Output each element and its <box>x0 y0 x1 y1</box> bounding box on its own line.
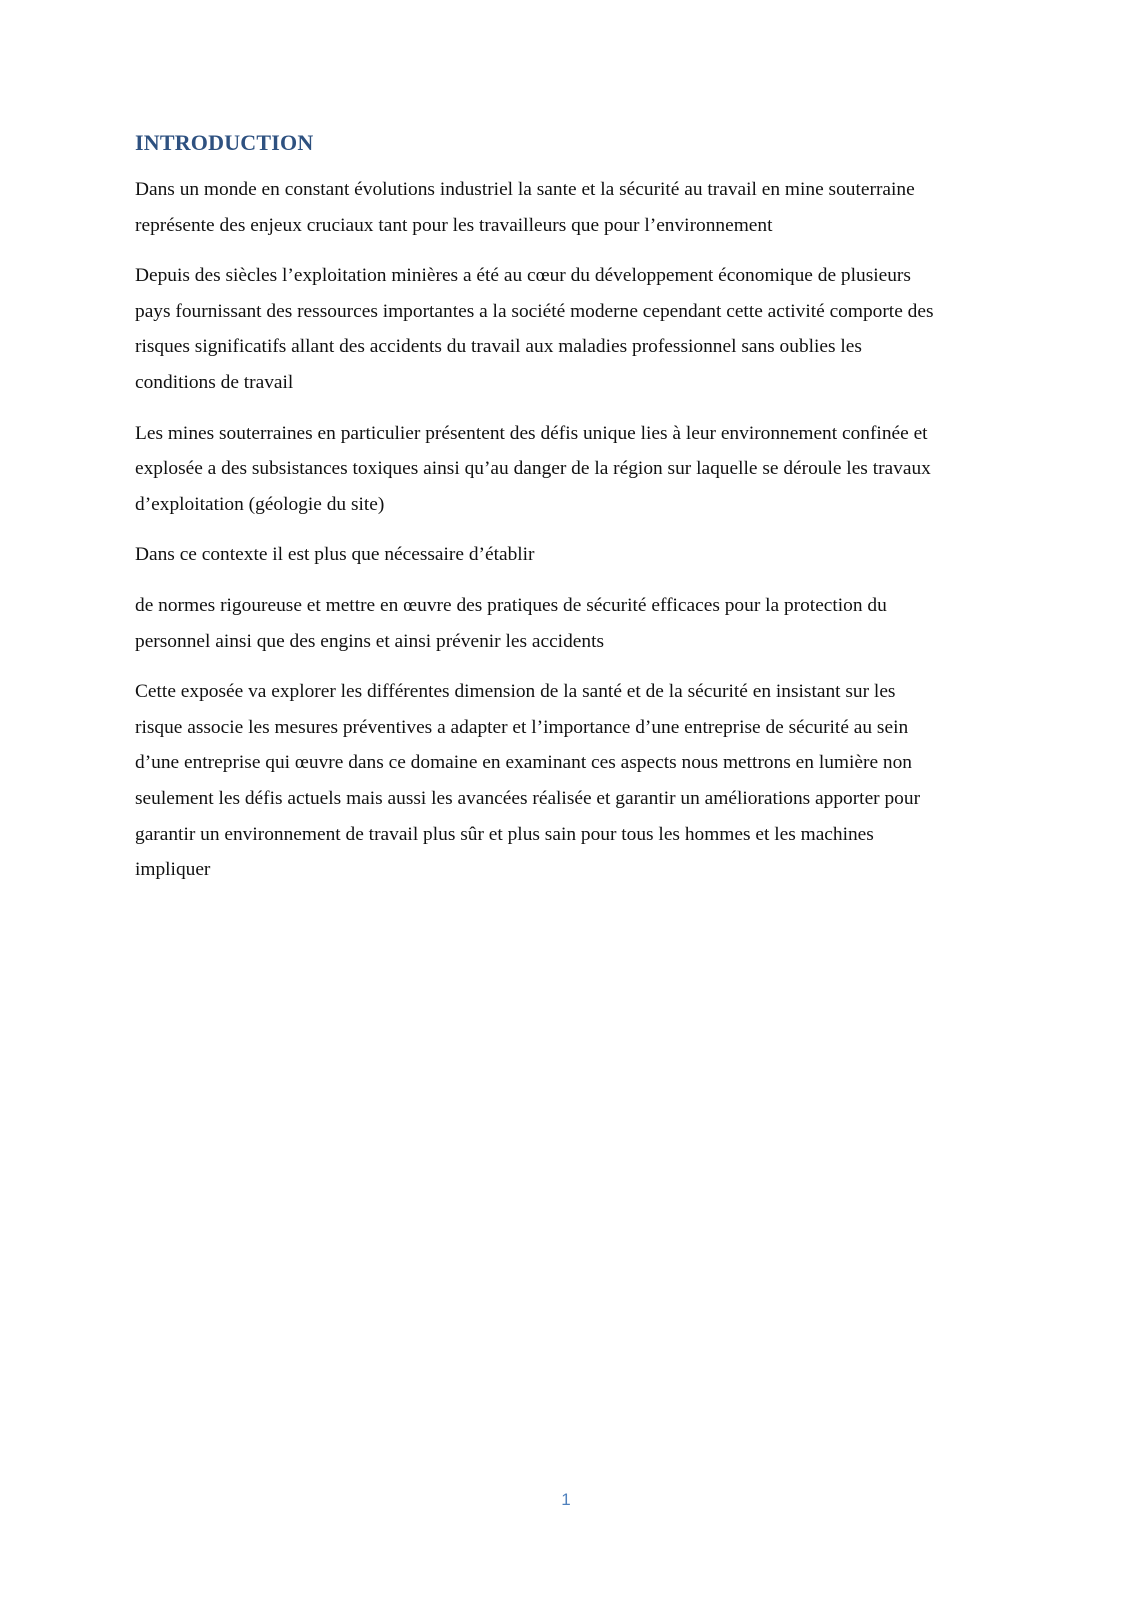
paragraph-2: Depuis des siècles l’exploitation minières a été au cœur du développement économique de plusieurs pays fournissant des ressources importantes a la société moderne cependant cette activité comporte des risques significatifs allant des accidents du travail aux maladies professionnel sans oublies les conditions de travail <box>135 265 934 393</box>
page-content <box>135 130 1015 903</box>
paragraph-4: Dans ce contexte il est plus que nécessaire d’établir <box>135 544 535 566</box>
section-heading: INTRODUCTION <box>135 130 314 155</box>
paragraph-3: Les mines souterraines en particulier présentent des défis unique lies à leur environnement confinée et explosée a des subsistances toxiques ainsi qu’au danger de la région sur laquelle se déroule les travaux d’exploitation (géologie du site) <box>135 422 931 515</box>
paragraph-6: Cette exposée va explorer les différentes dimension de la santé et de la sécurité en insistant sur les risque associe les mesures préventives a adapter et l’importance d’une entreprise de sécurité au sein d’une entreprise qui œuvre dans ce domaine en examinant ces aspects nous mettrons en lumière non seulement les défis actuels mais aussi les avancées réalisée et garantir un améliorations apporter pour garantir un environnement de travail plus sûr et plus sain pour tous les hommes et les machines impliquer <box>135 681 921 881</box>
paragraph-1: Dans un monde en constant évolutions industriel la sante et la sécurité au travail en mine souterraine représente des enjeux cruciaux tant pour les travailleurs que pour l’environnement <box>135 179 915 236</box>
paragraph-5: de normes rigoureuse et mettre en œuvre des pratiques de sécurité efficaces pour la protection du personnel ainsi que des engins et ainsi prévenir les accidents <box>135 594 887 652</box>
page-number: 1 <box>561 1490 571 1509</box>
